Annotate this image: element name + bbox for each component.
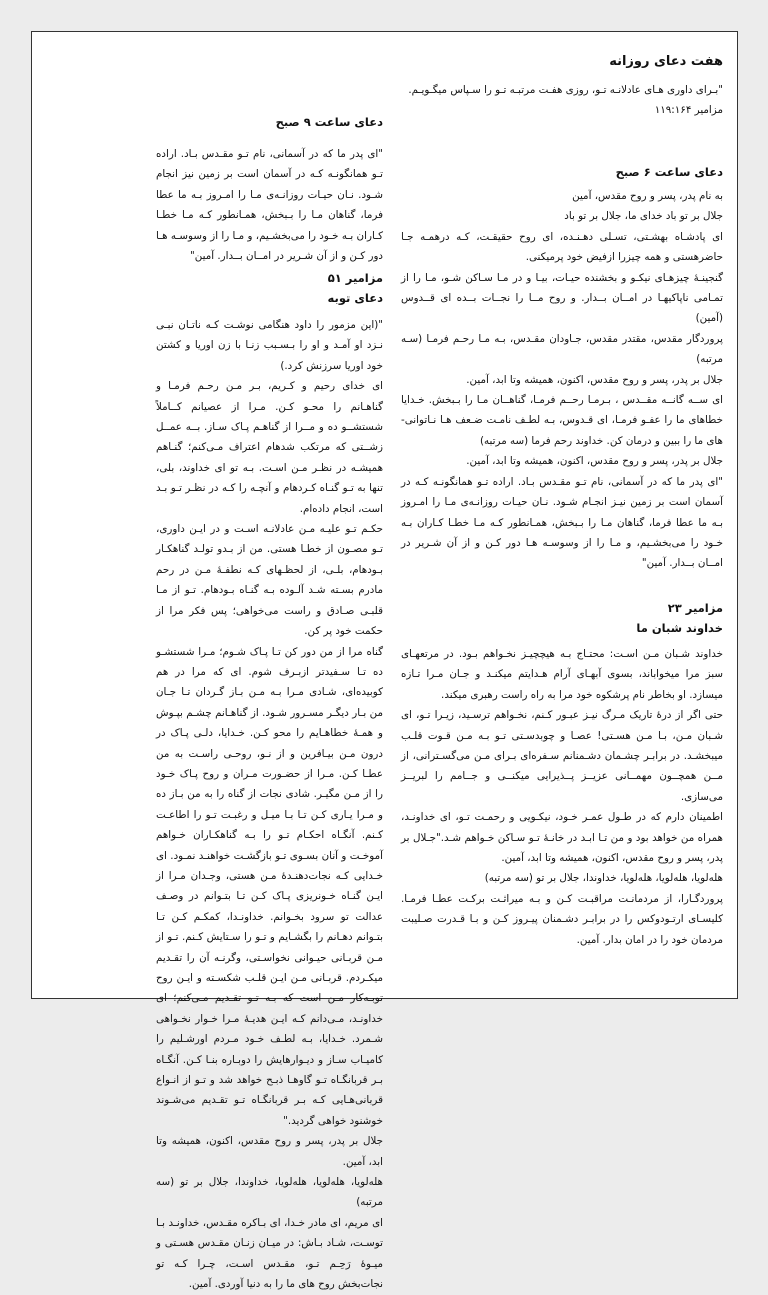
intro-quote: "بـرای داوری هـای عادلانـه تـو، روزی هفـت مرتبـه تـو را سـپاس میگـویـم. [408,84,723,96]
prayer9-heading: دعای ساعت ۹ صبح [275,115,383,129]
prayer9-section [156,112,383,132]
psalm51-body [156,315,383,1295]
prayer6-heading: دعای ساعت ۶ صبح [615,165,723,179]
psalm51-paragraph: حکـم تـو علیـه مـن عادلانـه اسـت و در ایـن داوری، تـو مصـون از خطـا هستی. من از بـدو تولـد گناهکـار بـودهام، بلـی، از لحظـهای کـه نطفـهٔ مـن در رحم مادرم بسـته شـد آلـوده بـه گنـاه بـودهام. تـو از مـا قلبـی صـادق و راست می‌خواهی؛ پس فکر مرا از حکمت خود پر کن. [156,523,383,638]
glory-line: جلال بر پدر، پسر و روح مقدس، اکنون، همیشه وتا ابد، آمین. [156,1135,383,1168]
prayer6-body [401,186,723,574]
document-page [31,31,738,1291]
prayer9-body [156,144,383,266]
psalm23-section [401,598,723,638]
intro-block [401,80,723,121]
psalm51-heading: مزامیر ۵۱ [327,271,383,285]
prayer6-line: جلال بر پدر، پسر و روح مقدس، اکنون، همیشه وتا ابد، آمین. [466,455,723,468]
hail-mary-paragraph: ای مریم، ای مادر خـدا، ای بـاکره مقـدس، خداونـد بـا توسـت، شـاد بـاش: در میـان زنـان مقـدس هسـتی و میـوهٔ رَحِـم تـو، مقـدس اسـت، چـرا کـه تو نجات‌بخش روح های ما را به دنیا آوردی. آمین. [156,1216,383,1291]
prayer6-section [401,162,723,182]
psalm51-subheading: دعای توبه [327,291,383,305]
left-column [156,32,383,1291]
prayer6-line: ای ســه گانــه مقــدس ، بـرمـا رحــم فرمـا، گناهــان مـا را بـبخش. خـدایا خطاهای ما را عفـو فرمـا، ای قـدوس، بـه لطـف نامـت ضـعف هـا نـاتوانی-های ما را ببین و درمان کن. خداوند رحم فرما (سه مرتبه) [401,394,723,447]
doc-title-block [401,52,723,72]
alleluia-line: هلەلویا، هلەلویا، هلەلویا، خداوندا، جلال بر تو (سه مرتبه) [156,1176,383,1209]
prayer6-line: پروردگار مقدس، مقتدر مقدس، جـاودان مقـدس، بـه مـا رحـم فرمـا (سـه مرتبه) [401,332,723,366]
right-column [401,32,723,998]
psalm23-subheading: خداوند شبان ما [636,621,723,635]
psalm51-paragraph: ای خدای رحیم و کـریم، بـر مـن رحـم فرمـا و گناهـانم را محـو کـن. مـرا از عصیانم کــاملاً شستشــو ده و مــرا از گناهـم پـاک سـاز. بــه عمــل زشــتی که مرتکب شدهام اعتراف مـی‌کنم؛ گنـاهم همیشـه در نظـر مـن اسـت. بـه تو ای خداوند، بلی، تنها به تـو گنـاه کـردهام و آنچـه را کـه در نظـر تـو بـد است، انجام داده‌ام. [156,380,383,515]
prayer6-line: به نام پدر، پسر و روح مقدس، آمین [572,190,723,202]
psalm23-paragraph: پروردگـارا، از مردمانـت مراقبـت کـن و بـه میراثـت برکـت عطـا فرمـا. کلیسـای ارتـودوکس را در برابـر دشـمنان پیـروز کـن و بـا قـدرت صـلیبت مردمان خود را در امان بدار. آمین. [401,892,723,946]
psalm23-paragraph: خداوند شـبان مـن اسـت: محتـاج بـه هیچچیـز نخـواهم بـود. در مرتعهـای سبز مرا میخواباند، بسوی آبهـای آرام هـدایتم میکنـد و جـان مـرا تـازه میسازد. او بخاطر نام پرشکوه خود مرا به راه راست رهبری میکند. [401,648,723,701]
psalm23-paragraph: حتی اگر از درهٔ تاریک مـرگ نیـز عبـور کـنم، نخـواهم ترسـید، زیـرا تـو، ای شـبان مـن، بـا مـن هسـتی! عصـا و چوبدسـتی تـو بـه مـن قـوت قلـب میبخشـد. در برابـر چشـمان دشـمنانم سـفره‌ای بـرای مـن می‌گسـترانی، از مــن همچــون مهمــانی عزیــز پــذیرایی میکنــی و جــامم را لبریــز می‌سازی. [401,709,723,803]
prayer6-line: جلال بر تو باد خدای ما، جلال بر تو باد [564,210,723,223]
psalm51-paragraph: گناه مرا از من دور کن تـا پـاک شـوم؛ مـرا شستشـو ده تـا سـفیدتر ازبـرف شوم. ای که مرا در هم کوبیده‌ای، شـادی مـرا بـه مـن بـاز گـردان تـا جـان من بـار دیگـر مسـرور شـود. از گناهـانم چشـم بپـوش و همـهٔ خطاهـایم را محو کـن. خـدایا، دلـی پـاک در درون مـن بیـافرین و از نـو، روحـی راسـت به من عطـا کـن. مـرا از حضـورت مـران و روح پـاک خـود را از مـن مگیـر. شادی نجات از گناه را به من بـاز ده و مـرا یـاری کـن تـا بـا میـل و رغبـت تـو را اطاعـت کـنم. آنگـاه احکـام تـو را بـه گناهکـاران خـواهم آموخـت و آنان بسـوی تـو بازگشـت خواهنـد نمـود. ای خـدایی کـه نجات‌دهنـدهٔ مـن هستی، وجـدان مـرا از ایـن گنـاه خـونریزی پـاک کـن تـا بتـوانم در وصـف عدالت تو سرود بخـوانم. خداونـدا، کمکـم کـن تـا بتـوانم دهـانم را بگشـایم و تـو را سـتایش کـنم. تـو از مـن قربـانی حیـوانی نخواسـتی، وگرنـه آن را تقـدیم میکـردم. قربـانی مـن ایـن قلـب شکسـته و ایـن روح توبـه‌کار مـن است که بـه تـو تقـدیم مـی‌کنم؛ ای خداونـد، مـی‌دانم کـه ایـن هدیـهٔ مـرا خـوار نخـواهی شـمرد. خـدایا، بـه لطـف خـود مـردم اورشـلیم را کامیـاب سـاز و دیـوارهایش را دوبـاره بنـا کـن. آنگـاه بـر قربانگـاه تـو گاوهـا ذبـح خواهد شد و تـو از انـواع قربانی‌هـایی کـه بـر قربانگـاه تـو تقـدیم می‌شـوند خوشنود خواهی گردید." [156,645,383,1127]
lords-prayer-text: "ای پدر ما که در آسمانی، نام تـو مقـدس بـاد. اراده تـو همانگونـه کـه در آسمان است بر زمین نیـز انجـام شـود. نـان حیـات روزانـه‌ی مـا را امـروز بـه ما عطا فرما، گناهان مـا را بـبخش، همـانطور کـه مـا خطـا کـاران بـه خـود را می‌بخشـیم، و مـا را از وسوسـه هـا دور کـن و از آن شـریر در امــان بــدار. آمین" [401,475,723,570]
lords-prayer-text: "ای پدر ما که در آسمانی، نام تـو مقـدس بـاد. اراده تـو همانگونـه کـه در آسمان است بر زمین نیز انجام شـود. نـان حیـات روزانـه‌ی مـا را امـروز بـه ما عطا فرما، گناهان مـا را بـبخش، همـانطور کـه مـا خطـا کـاران بـه خـود را می‌بخشـیم، و مـا را از وسوسـه هـا دور کـن و از آن شـریر در امــان بــدار. آمین" [156,148,383,263]
intro-reference: مزامیر ۱۱۹:۱۶۴ [654,104,723,117]
document-title: هفت دعای روزانه [609,54,723,69]
psalm23-body [401,644,723,950]
prayer6-line: ای پادشـاه بهشـتی، تسـلی دهـنـده، ای روح حقیقـت، کـه درهمـه جـا حاضرهستی و همه چیزرا ازفیض خود پرمیکنی. [401,230,723,264]
prayer6-line: جلال بر پدر، پسر و روح مقدس، اکنون، همیشه وتا ابد، آمین. [466,373,723,386]
psalm23-paragraph: اطمینان دارم که در طـول عمـر خـود، نیکـویی و رحمـت تـو، ای خداونـد، همراه من خواهد بود و من تـا ابـد در خانـهٔ تـو سـاکن خـواهم شـد."جـلال بر پدر، پسر و روح مقدس، اکنون، همیشه وتا ابد، آمین. [401,811,723,865]
alleluia-line: هلەلویا، هلەلویا، هلەلویا، خداوندا، جلال بر تو (سه مرتبه) [484,872,723,885]
prayer6-line: گنجینـهٔ چیزهـای نیکـو و بخشنده حیـات، بیـا و در مـا سـاکن شـو، مـا را از تمـامی ناپاکیهـا در امــان بــدار. و روح مــا را نجــات بــده ای قــدوس (آمین) [401,271,723,325]
psalm51-note: "(این مزمور را داود هنگامی نوشـت کـه ناتـان نبـی نـزد او آمـد و او را بـسـبب زنـا با زن اوریا و کشتن خود اوریا سرزنش کرد.) [156,319,383,372]
psalm23-heading: مزامیر ۲۳ [667,601,723,615]
psalm51-section [156,268,383,308]
